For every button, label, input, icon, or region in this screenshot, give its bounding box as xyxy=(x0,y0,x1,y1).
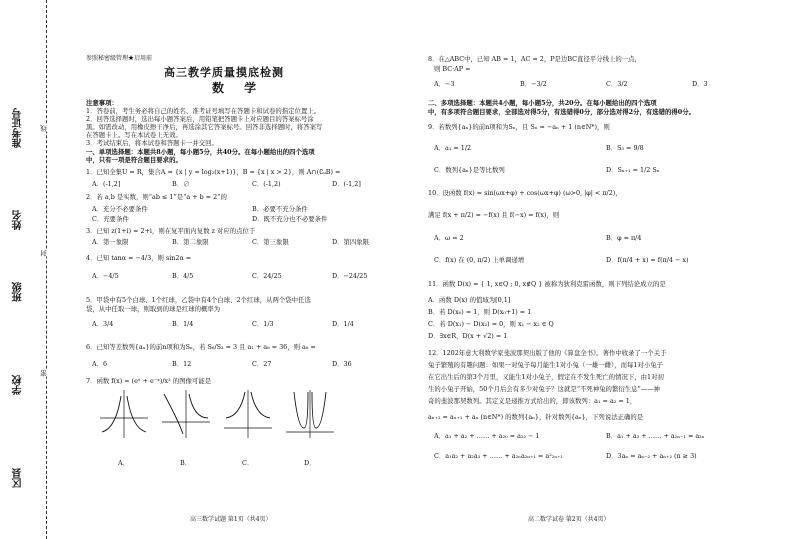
exam-title: 高三教学质量摸底检测 xyxy=(164,66,284,79)
question-10-line-2: 满足 f(x + π/2) = −f(x) 且 f(−x) = f(x)，则 xyxy=(428,211,560,219)
question-12-line: 奇的斐波那契数列。其定义是递推方式给出的，即该数列：a₁ = a₂ = 1， xyxy=(428,397,637,405)
q2-option-d: D．既不充分也不必要条件 xyxy=(252,215,328,223)
q9-option-d: D．Sₙ₊₁ = 1/2 Sₙ xyxy=(606,166,660,174)
label-exam-number: 准考证号 xyxy=(13,108,24,148)
q11-option-a: A．函数 D(x) 的值域为[0,1] xyxy=(428,296,511,304)
q11-option-d: D．∃x∈R，D(x + √2) = 1 xyxy=(428,332,508,340)
question-1: 1．已知全集U = R，集合A = {x | y = log₂(x+1)}，B = {x | x > 2}，则 A∩(∁ᵤB) = xyxy=(86,168,341,176)
q7-graph-a xyxy=(98,388,150,440)
question-7: 7．函数 f(x) = (eˣ + e⁻ˣ)/x² 的图像可能是 xyxy=(86,377,212,385)
question-12-line: 兔子繁殖的有趣问题：如果一对兔子每月能生1对小兔（一雄一雌），而每1对小兔子 xyxy=(428,361,663,369)
q5-option-c: C．1/3 xyxy=(252,320,274,328)
notice-line: 黑。如需改动，用橡皮擦干净后，再选涂其它答案标号。回答非选择题时，将答案写 xyxy=(86,123,323,131)
q10-option-d: D．f(π/4 + x) = f(π/4 − x) xyxy=(606,256,689,264)
q12-option-c: C．a₁a₂ + a₂a₃ + …… + a₂ₙa₂ₙ₊₁ = a²₂ₙ₊₁ xyxy=(434,452,564,460)
question-2: 2．若 a,b 是实数，则“ab ≤ 1”是“a + b = 2”的 xyxy=(86,193,227,201)
q9-option-a: A．a₁ = 1/2 xyxy=(434,144,472,152)
q3-option-a: A．第一象限 xyxy=(92,238,129,246)
binding-line xyxy=(46,0,47,539)
q6-option-b: B．12 xyxy=(172,360,192,368)
q9-option-c: C．数列{aₙ}是等比数列 xyxy=(434,166,505,174)
q3-option-b: B．第二象限 xyxy=(172,238,209,246)
q8-option-b: B．−3/2 xyxy=(520,80,547,88)
q11-option-b: B．若 D(x₀) = 1，则 D(x₀+1) = 1 xyxy=(428,308,532,316)
question-12: 12．1202年意大利数学家斐波那契出版了他的《算盘全书》。著作中收录了一个关于 xyxy=(428,349,667,357)
q10-option-c: C．f(x) 在 (0, π/2) 上单调递增 xyxy=(434,256,525,264)
q3-option-d: D．第四象限 xyxy=(332,238,370,246)
right-page xyxy=(428,0,788,539)
q5-option-b: B．1/4 xyxy=(172,320,194,328)
q4-option-b: B．4/5 xyxy=(172,272,194,280)
q12-option-b: B．a₁ + a₃ + …… + a₂ₙ₋₁ = a₂ₙ xyxy=(606,432,705,440)
question-8-line-2: 则 BC·AP = xyxy=(434,65,471,73)
q7-option-a: A． xyxy=(118,459,130,467)
question-5: 5．甲袋中有5个白球、1个红球，乙袋中有4个白球、2个红球，从两个袋中任选 xyxy=(86,296,311,304)
secret-level: 参照秘密级管理★启用前 xyxy=(86,55,153,62)
q4-option-c: C．24/25 xyxy=(252,272,282,280)
q7-graph-b xyxy=(160,388,212,440)
label-name: 姓名 xyxy=(13,210,24,230)
q1-option-c: C．(-1,2) xyxy=(252,180,281,188)
q5-option-a: A．3/4 xyxy=(92,320,114,328)
q2-option-c: C．充要条件 xyxy=(92,215,129,223)
question-3: 3．已知 z(1+i) = 2+i，则在复平面内复数 z 对应的点位于 xyxy=(86,227,256,235)
q7-option-d: D． xyxy=(304,459,316,467)
question-9: 9．若数列{aₙ}的前n项和为Sₙ，且 Sₙ = −aₙ + 1 (n∈N*)，则 xyxy=(428,123,610,131)
q6-option-d: D．36 xyxy=(332,360,352,368)
question-12-line: aₙ₊₂ = aₙ₊₁ + aₙ (n∈N*) 的数列{aₙ}，针对数列{aₙ}，下列说法正确的是 xyxy=(428,413,644,421)
question-5-line-2: 袋，从中任取一球，则取到的球是红球的概率为 xyxy=(86,305,221,313)
section2-heading-2: 中，有多项符合题目要求，全部选对得5分，有选错得0分，部分选对得2分，有选错的得0分。 xyxy=(428,108,696,116)
q1-option-a: A．(-1,2] xyxy=(92,180,121,188)
notice-line: 2．回答选择题时，选出每小题答案后，用铅笔把答题卡上对应题目的答案标号涂 xyxy=(86,115,314,123)
q9-option-b: B．S₅ = 9/8 xyxy=(606,144,644,152)
left-footer: 高三数学试题 第1页（共4页） xyxy=(190,516,272,523)
question-6: 6．已知等差数列{aₙ}的前n项和为Sₙ，若 S₆/S₃ = 3 且 a₁ + a₆ = 36，则 a₆ = xyxy=(86,343,316,351)
question-8: 8．在△ABC中，已知 AB = 1，AC = 2，P是边BC直径平分线上的一点， xyxy=(428,55,641,63)
seal-mi: 密 xyxy=(40,370,48,377)
q8-option-d: D．3 xyxy=(692,80,708,88)
q8-option-a: A．−3 xyxy=(434,80,455,88)
q12-option-d: D．3aₙ = aₙ₋₂ + aₙ₊₂ (n ≥ 3) xyxy=(606,452,697,460)
q6-option-c: C．27 xyxy=(252,360,272,368)
notice-line: 在答题卡上。写在本试卷上无效。 xyxy=(86,131,182,139)
question-10: 10．设函数 f(x) = sin(ωx+φ) + cos(ωx+φ) (ω>0, |φ| < π/2)， xyxy=(428,189,622,197)
q10-option-b: B．φ = π/4 xyxy=(606,234,642,242)
seal-xian: 线 xyxy=(40,125,48,132)
q4-option-d: D．−24/25 xyxy=(332,272,368,280)
label-district: 区县 xyxy=(13,468,24,488)
q8-option-c: C．3/2 xyxy=(606,80,628,88)
q10-option-a: A．ω = 2 xyxy=(434,234,464,242)
q1-option-b: B．∅ xyxy=(172,180,190,188)
q4-option-a: A．−4/5 xyxy=(92,272,119,280)
notice-line: 1．答卷前，考生务必将自己的姓名、准考证号填写在答题卡和试卷的指定位置上。 xyxy=(86,107,321,115)
q2-option-b: B．必要不充分条件 xyxy=(252,205,308,213)
notice-heading: 注意事项： xyxy=(86,99,118,107)
q7-option-b: B． xyxy=(180,459,192,467)
q7-graph-d xyxy=(284,388,336,440)
q7-option-c: C． xyxy=(242,459,254,467)
q11-option-c: C．若 D(x₁) − D(x₂) = 0，则 x₁ − x₂ ∈ Q xyxy=(428,320,554,328)
question-11: 11．函数 D(x) = { 1, x∈Q ; 0, x∉Q } 被称为狄利克雷函数，则下列结论成立的是 xyxy=(428,280,666,288)
subject-title: 数 学 xyxy=(212,81,265,95)
question-12-line: 在它出生后的第3个月里，又能生1对小兔子，假定在不发生死亡的情况下，由1对初 xyxy=(428,373,664,381)
q2-option-a: A．充分不必要条件 xyxy=(92,205,148,213)
seal-feng: 封 xyxy=(40,250,48,257)
section1-heading: 一、单项选择题：本题共8小题，每小题5分，共40分。在每小题给出的四个选项 xyxy=(86,148,315,156)
section1-heading-2: 中，只有一项是符合题目要求的。 xyxy=(86,156,182,164)
q6-option-a: A．6 xyxy=(92,360,108,368)
q7-graph-c xyxy=(222,388,274,440)
right-footer: 高二数学试卷 第2页（共4页） xyxy=(528,516,610,523)
question-12-line: 生的小兔子开始，50个月后会有多少对兔子？这就是“不死神兔的繁衍生息”——神 xyxy=(428,385,660,393)
notice-line: 3．考试结束后，将本试卷和答题卡一并交回。 xyxy=(86,139,218,147)
label-school: 学校 xyxy=(13,375,24,395)
section2-heading: 二、多项选择题：本题共4小题，每小题5分，共20分。在每小题给出的四个选项 xyxy=(428,99,657,107)
q5-option-d: D．1/4 xyxy=(332,320,354,328)
q1-option-d: D．(-1,2] xyxy=(332,180,361,188)
q12-option-a: A．a₁ + a₂ + …… + a₂₀ = a₂₂ − 1 xyxy=(434,432,540,440)
label-class: 班级 xyxy=(13,282,24,302)
question-4: 4．已知 tanα = −4/3，则 sin2α = xyxy=(86,254,192,262)
q3-option-c: C．第三象限 xyxy=(252,238,289,246)
